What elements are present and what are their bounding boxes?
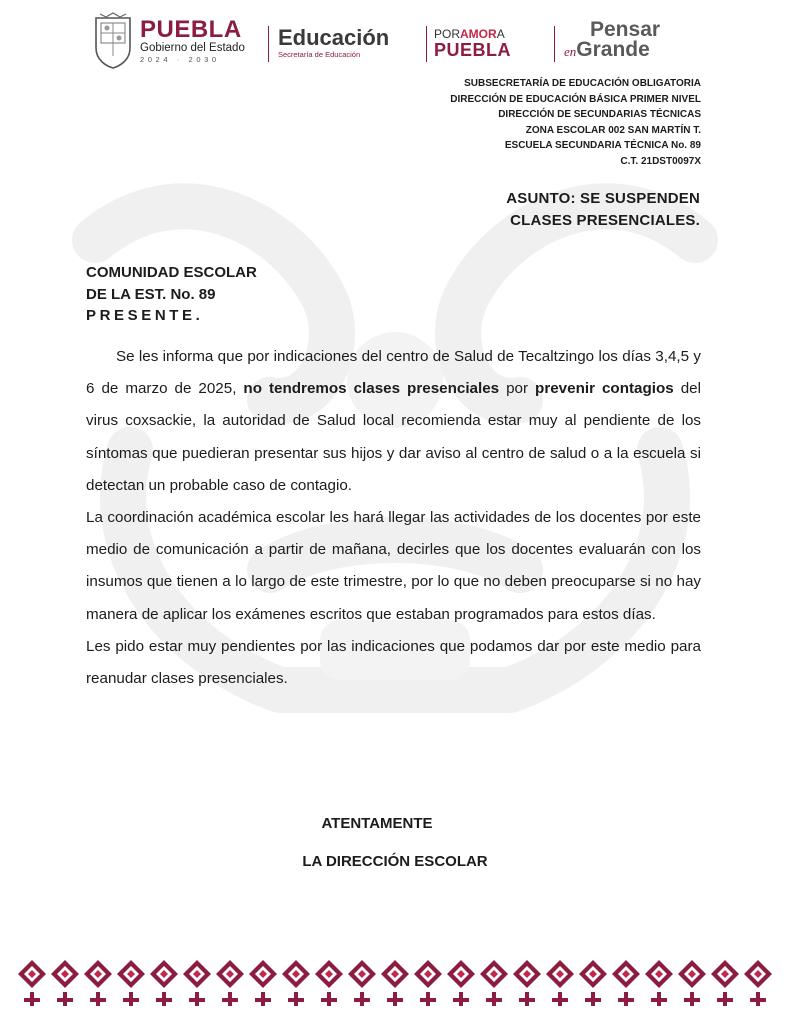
border-motif xyxy=(348,960,376,1006)
recipient-line: DE LA EST. No. 89 xyxy=(86,285,216,303)
en-word: en xyxy=(564,44,577,59)
border-motif xyxy=(414,960,442,1006)
body-paragraph-1 xyxy=(86,341,701,502)
border-motif xyxy=(249,960,277,1006)
subject-line: CLASES PRESENCIALES. xyxy=(510,212,700,229)
border-motif xyxy=(282,960,310,1006)
subject-line: ASUNTO: SE SUSPENDEN xyxy=(506,190,700,207)
body-paragraph-2: La coordinación académica escolar les hará llegar las actividades de los docentes por este medio de comunicación a partir de mañana, decirles que los docentes evaluarán con los insumos que tienen a lo largo de este trimestre, por lo que no deben preocuparse si no hay manera de aplicar los exámenes escritos que estaban programados para estos días. xyxy=(86,509,701,623)
issuer-line: ESCUELA SECUNDARIA TÉCNICA No. 89 xyxy=(504,140,701,151)
body-text: del virus coxsackie, la autoridad de Salud local recomienda estar muy al pendiente de los síntomas que puedieran presentar sus hijos y dar aviso al centro de salud o a la escuela si detectan un probable caso de contagio. xyxy=(86,380,701,494)
issuer-line: SUBSECRETARÍA DE EDUCACIÓN OBLIGATORIA xyxy=(464,78,701,89)
border-motif xyxy=(579,960,607,1006)
body-text: Se les informa que por indicaciones del centro de Salud de Tecaltzingo los días 3,4,5 y 6 de marzo de 2025, xyxy=(86,348,701,398)
issuer-line: DIRECCIÓN DE EDUCACIÓN BÁSICA PRIMER NIVEL xyxy=(450,93,701,105)
issuer-block xyxy=(450,76,701,169)
border-motif xyxy=(216,960,244,1006)
border-motif xyxy=(51,960,79,1006)
body-text: por xyxy=(499,380,536,398)
border-motif xyxy=(645,960,673,1006)
border-motif xyxy=(711,960,739,1006)
recipient-presente: PRESENTE. xyxy=(86,307,204,324)
border-motif xyxy=(447,960,475,1006)
body-emphasis: prevenir contagios xyxy=(535,380,674,398)
amor-word: AMOR xyxy=(460,27,497,41)
body-paragraph-3: Les pido estar muy pendientes por las indicaciones que podamos dar por este medio para reanudar clases presenciales. xyxy=(86,637,701,688)
coat-of-arms-icon xyxy=(92,12,134,70)
logo-divider xyxy=(554,26,555,62)
border-motif xyxy=(480,960,508,1006)
letterhead xyxy=(92,12,692,74)
pensar-en-grande-logo xyxy=(564,20,660,62)
educacion-logo xyxy=(278,26,389,60)
period-label: 2024 · 2030 xyxy=(140,55,220,64)
border-motif xyxy=(513,960,541,1006)
border-motif xyxy=(315,960,343,1006)
logo-divider xyxy=(268,26,269,62)
issuer-line: ZONA ESCOLAR 002 SAN MARTÍN T. xyxy=(525,124,701,136)
border-motif xyxy=(612,960,640,1006)
educacion-wordmark: Educación xyxy=(278,25,390,50)
por-amor-a-puebla-logo xyxy=(434,26,511,58)
puebla-government-logo xyxy=(140,18,245,65)
border-motif xyxy=(18,960,46,1006)
border-motif xyxy=(381,960,409,1006)
letter-body xyxy=(86,341,701,695)
grande-word: Grande xyxy=(576,38,650,61)
por-word: POR xyxy=(434,27,461,41)
border-motif xyxy=(183,960,211,1006)
pensar-word: Pensar xyxy=(590,18,661,41)
puebla-word: PUEBLA xyxy=(434,40,512,60)
border-motif xyxy=(744,960,772,1006)
border-motif xyxy=(546,960,574,1006)
secretaria-label: Secretaría de Educación xyxy=(278,50,361,59)
puebla-wordmark: PUEBLA xyxy=(140,16,242,43)
border-motif xyxy=(150,960,178,1006)
decorative-border xyxy=(14,958,776,1010)
issuer-line: DIRECCIÓN DE SECUNDARIAS TÉCNICAS xyxy=(498,109,701,120)
issuer-line: C.T. 21DST0097X xyxy=(620,155,701,167)
logo-divider xyxy=(426,26,427,62)
body-emphasis: no tendremos clases presenciales xyxy=(243,380,500,398)
recipient-block xyxy=(86,262,257,327)
closing-atentamente: ATENTAMENTE xyxy=(321,815,433,832)
border-motif xyxy=(117,960,145,1006)
border-motif xyxy=(678,960,706,1006)
a-word: A xyxy=(496,27,505,41)
border-motif xyxy=(84,960,112,1006)
recipient-line: COMUNIDAD ESCOLAR xyxy=(86,264,257,281)
gobierno-label: Gobierno del Estado xyxy=(140,42,245,54)
closing-direccion: LA DIRECCIÓN ESCOLAR xyxy=(302,853,488,870)
subject-block xyxy=(506,188,700,232)
